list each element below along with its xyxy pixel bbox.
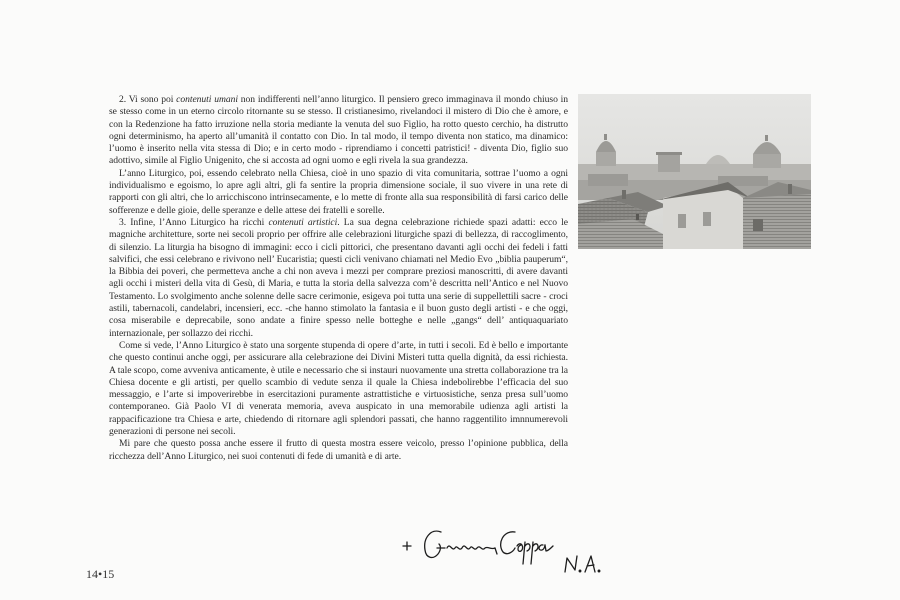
- rooftops-image: [578, 94, 811, 249]
- italic-phrase: contenuti umani: [176, 94, 238, 105]
- text-run: Come si vede, l’Anno Liturgico è stato una sorgente stupenda di opere d’arte, in tutti i secoli. Ed è bello e importante che questo continui anche oggi, per assicurare alla celebrazione dei Divini Misteri tutta quella dignità, da essi richiesta. A tale scopo, come avveniva anticamente, è utile e necessario che si instauri nuovamente una stretta collaborazione tra la Chiesa docente e gli artisti, per quello scambio di vedute senza il quale la Chiesa indebolirebbe l’efficacia del suo messaggio, e l’arte si impoverirebbe in esercitazioni puramente astrattistiche e virtuosistiche, senza presa sull’uomo contemporaneo. Già Paolo VI di venerata memoria, aveva auspicato in una memorabile udienza agli artisti la rappacificazione tra Chiesa e arte, chiedendo di ritornare agli splendori passati, che hanno raggentilito imnnumerevoli generazioni di persone nei secoli.: [109, 339, 568, 438]
- article-body: [109, 94, 568, 463]
- paragraph: [109, 168, 568, 217]
- text-run: 3. Infine, l’Anno Liturgico ha ricchi: [119, 216, 269, 228]
- text-run: non indifferenti nell’anno liturgico. Il pensiero greco immaginava il mondo chiuso in se stesso come in un eterno circolo ritornante su se stesso. Il cristianesimo, rivelandoci il mistero di Dio che è amore, e con la Redenzione ha fatto irruzione nella storia mediante la venuta del suo Figlio, ha rotto questo cerchio, ha distrutto ogni determinismo, ha aperto all’umanità il contatto con Dio. In tal modo, il tempo diventa non statico, ma dinamico: l’uomo è inserito nella vita stessa di Dio; e in certo modo - riprendiamo i concetti patristici! - diventa Dio, figlio suo adottivo, simile al Figlio Unigenito, che si accosta ad ogni uomo e egli rivela la sua grandezza.: [109, 94, 568, 167]
- italic-phrase: contenuti artistici: [268, 216, 338, 228]
- text-run: L’anno Liturgico, poi, essendo celebrato nella Chiesa, cioè in uno spazio di vita comunitaria, sottrae l’uomo a ogni individualismo e egoismo, lo apre agli altri, gli fa sentire la propria dimensione sociale, il suo vivere in una rete di rapporti con gli altri, che lo arricchiscono intrinsecamente, e lo mette di fronte alla sua responsibilità di farsi carico delle sofferenze e delle gioie, delle speranze e delle attese dei fratelli e sorelle.: [109, 167, 568, 216]
- photo-rooftops-domes: [578, 94, 811, 249]
- paragraph: [109, 438, 568, 463]
- paragraph: [109, 94, 568, 168]
- signature-graphic: [395, 518, 625, 588]
- paragraph: [109, 217, 568, 340]
- paragraph: [109, 340, 568, 438]
- text-run: . La sua degna celebrazione richiede spazi adatti: ecco le magniche architetture, sorte nei secoli proprio per offrire alle celebrazioni liturgiche spazi di bellezza, di raccoglimento, di silenzio. La liturgia ha bisogno di immagini: ecco i cicli pittorici, che presentano davanti agli occhi dei fedeli i fatti salvifici, che essi celebrano e rivivono nell’ Eucaristia; questi cicli venivano chiamati nel Medio Evo „biblia pauperum“, la Bibbia dei poveri, che permetteva anche a chi non aveva i mezzi per comprare preziosi manoscritti, di avere davanti agli occhi i misteri della vita di Gesù, di Maria, e tutta la storia della salvezza com’è descritta nell’Antico e nel Nuovo Testamento. Lo svolgimento anche solenne delle sacre cerimonie, esigeva poi tutta una serie di suppellettili sacre - croci astili, tabernacoli, candelabri, incensieri, ecc. -che hanno stimolato la fantasia e il buon gusto degli artisti - e che oggi, cosa miserabile e deprecabile, sono andate a finire spesso nelle botteghe e nelle „gangs“ dell’ antiquaquariato internazionale, per sollazzo dei ricchi.: [109, 216, 568, 339]
- text-run: Mi pare che questo possa anche essere il frutto di questa mostra essere veicolo, presso l’opinione pubblica, della ricchezza dell’Anno Liturgico, nei suoi contenuti di fede di umanità e di arte.: [109, 438, 568, 462]
- handwritten-signature: [395, 518, 625, 588]
- page-number: 14•15: [86, 567, 115, 581]
- text-run: 2. Vi sono poi: [119, 94, 177, 105]
